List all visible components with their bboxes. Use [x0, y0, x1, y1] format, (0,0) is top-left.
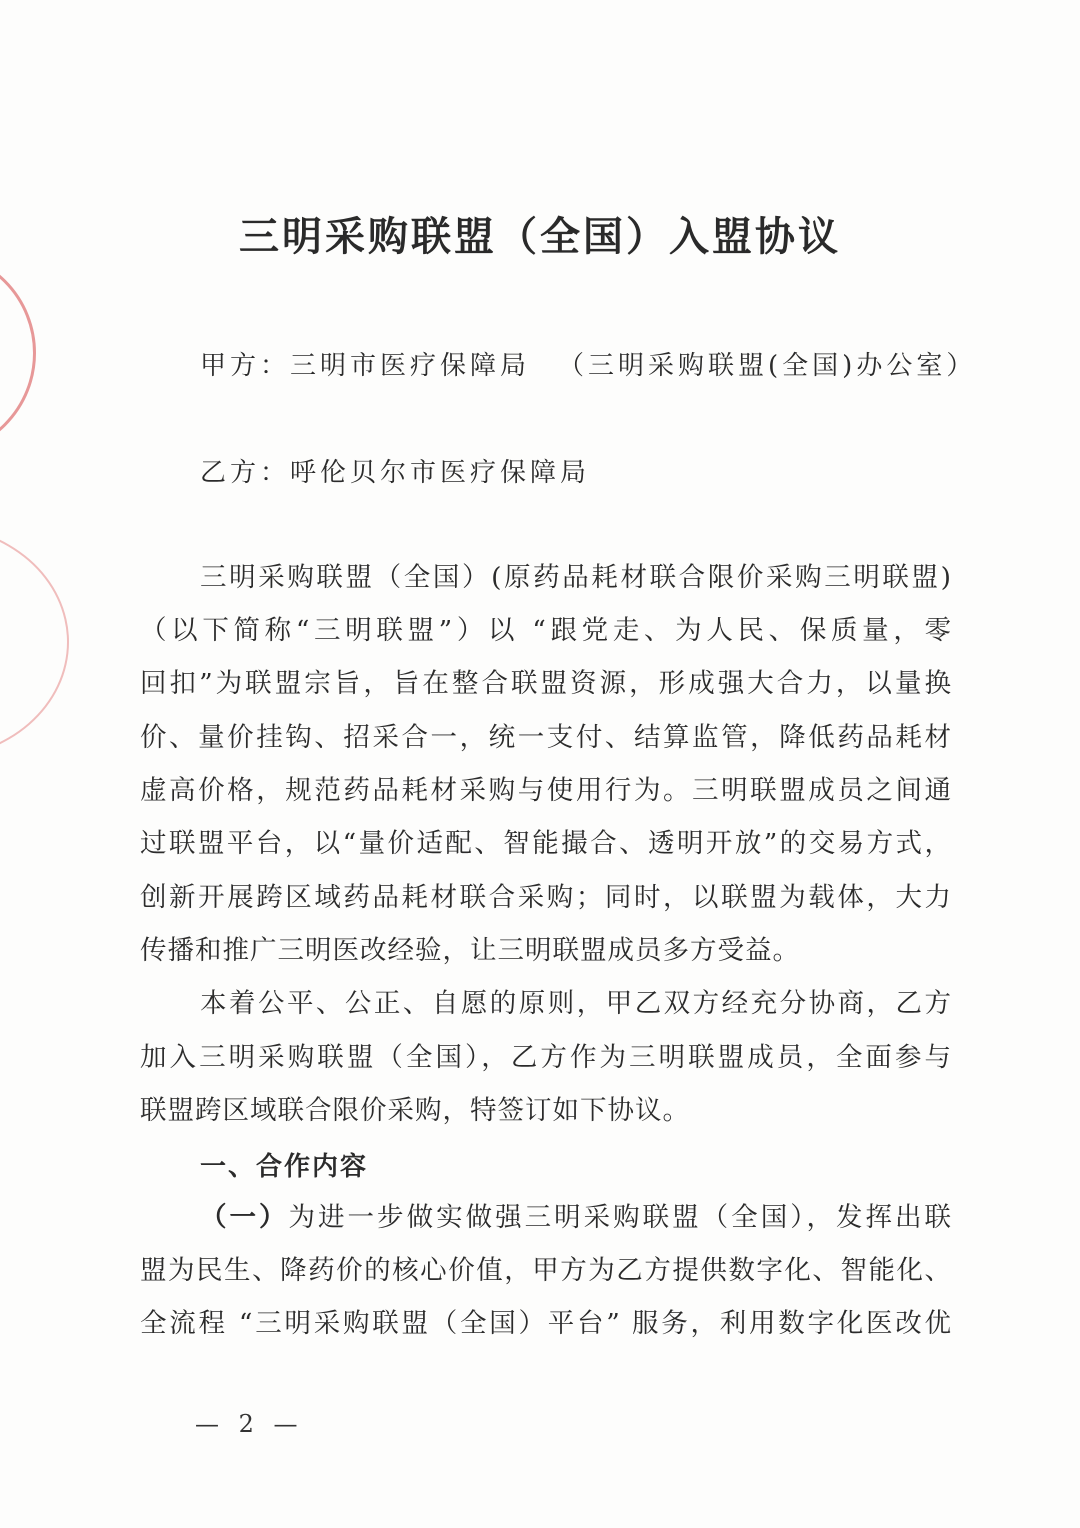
intro-line: （以下简称“三明联盟”）以 “跟党走、为人民、保质量，零 [140, 615, 952, 646]
clause-1-first-line [200, 1200, 952, 1236]
party-a-name: 三明市医疗保障局 [290, 351, 531, 381]
intro-line: 三明采购联盟（全国）(原药品耗材联合限价采购三明联盟) [200, 562, 952, 593]
intro-line: 传播和推广三明医改经验，让三明联盟成员多方受益。 [140, 935, 800, 966]
page-number: — 2 — [195, 1410, 304, 1438]
clause-1-line: 全流程 “三明采购联盟（全国）平台” 服务，利用数字化医改优 [140, 1308, 952, 1339]
clause-1-marker: （一） [200, 1202, 289, 1233]
principle-line: 联盟跨区域联合限价采购，特签订如下协议。 [140, 1095, 690, 1126]
party-a-label: 甲方： [200, 351, 291, 381]
red-seal-fragment [0, 250, 36, 456]
party-b-line [200, 452, 590, 489]
party-b-name: 呼伦贝尔市医疗保障局 [290, 458, 591, 488]
clause-1-text: 为进一步做实做强三明采购联盟（全国），发挥出联 [288, 1202, 953, 1233]
intro-line: 回扣”为联盟宗旨，旨在整合联盟资源，形成强大合力，以量换 [140, 668, 952, 699]
party-a-office: （三明采购联盟(全国)办公室） [558, 351, 977, 381]
intro-line: 虚高价格，规范药品耗材采购与使用行为。三明联盟成员之间通 [140, 775, 952, 806]
principle-line: 加入三明采购联盟（全国），乙方作为三明联盟成员，全面参与 [140, 1042, 952, 1073]
intro-line: 过联盟平台，以“量价适配、智能撮合、透明开放”的交易方式， [140, 828, 952, 859]
section-heading: 一、合作内容 [200, 1152, 369, 1182]
intro-line: 创新开展跨区域药品耗材联合采购；同时，以联盟为载体，大力 [140, 882, 952, 913]
party-a-line [200, 345, 976, 382]
red-seal-fragment [0, 525, 69, 759]
principle-line: 本着公平、公正、自愿的原则，甲乙双方经充分协商，乙方 [200, 988, 952, 1019]
clause-1-line: 盟为民生、降药价的核心价值，甲方为乙方提供数字化、智能化、 [140, 1255, 952, 1286]
document-title: 三明采购联盟（全国）入盟协议 [239, 214, 841, 260]
intro-line: 价、量价挂钩、招采合一，统一支付、结算监管，降低药品耗材 [140, 722, 952, 753]
party-b-label: 乙方： [200, 458, 291, 488]
